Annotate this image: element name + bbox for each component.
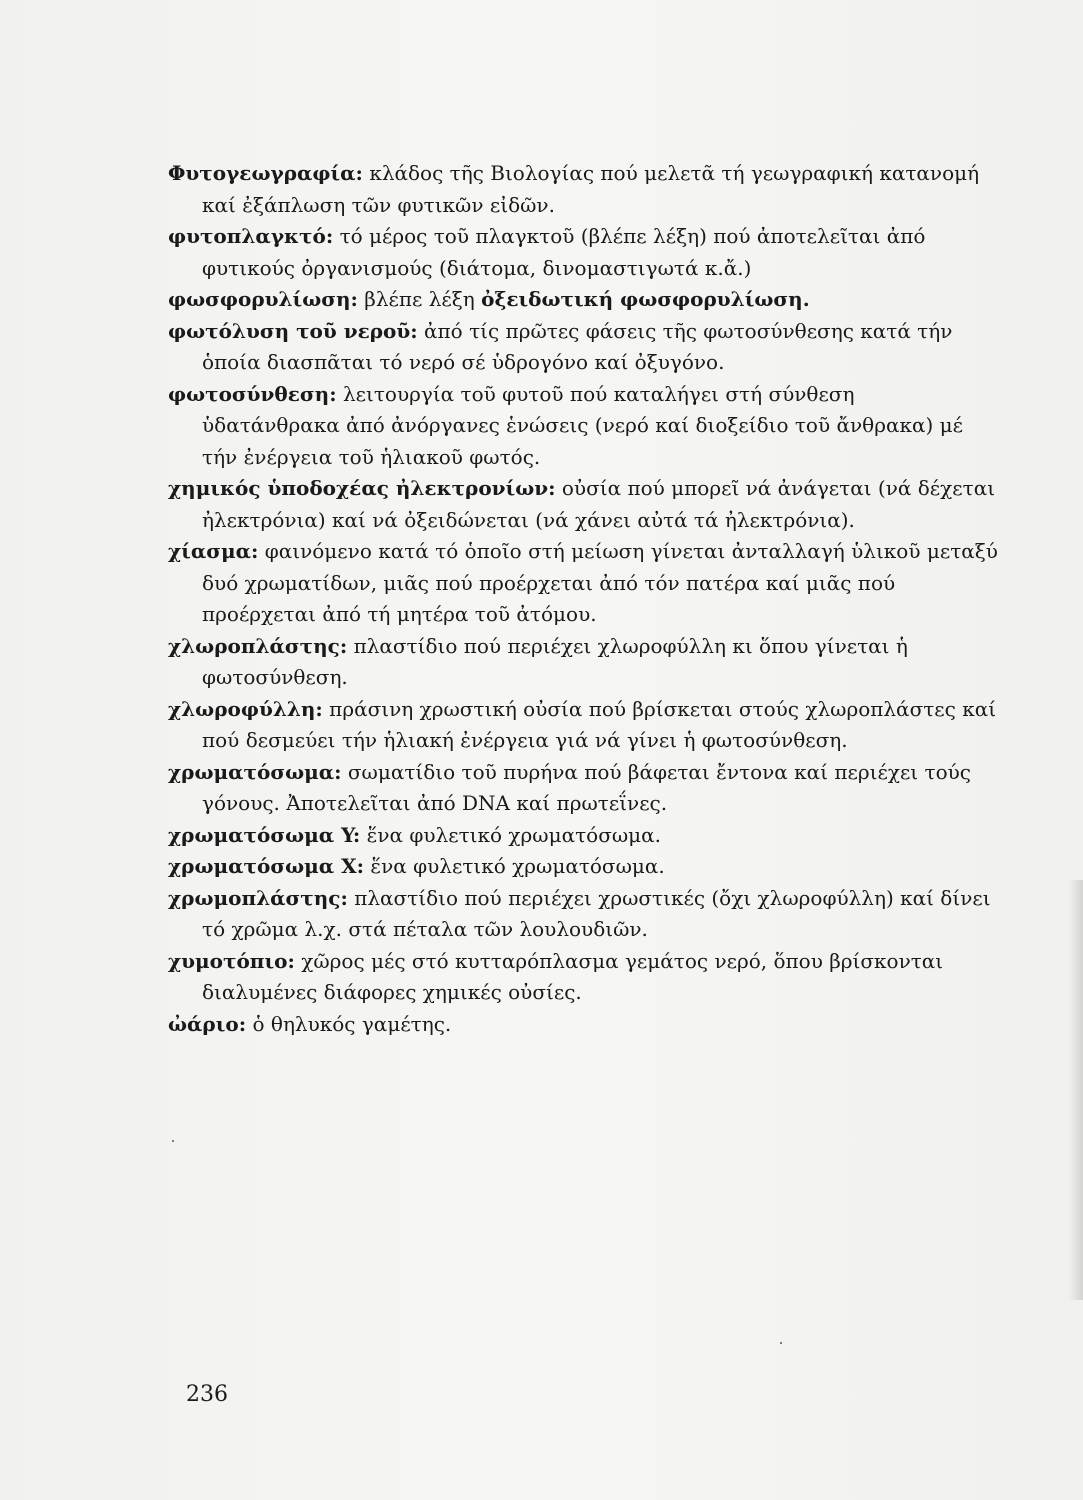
glossary-term: χλωροπλάστης: xyxy=(168,633,348,658)
glossary-term: Φυτογεωγραφία: xyxy=(168,161,363,185)
glossary-entry xyxy=(168,757,998,820)
glossary-entry xyxy=(168,284,998,316)
glossary-definition: ὁ θηλυκός γαμέτης. xyxy=(252,1011,452,1036)
glossary-term: χρωματόσωμα X: xyxy=(168,854,365,878)
glossary-cross-reference: ὀξειδωτική φωσφορυλίωση. xyxy=(481,287,810,311)
glossary-entry xyxy=(168,1009,998,1041)
glossary-term: ὠάριο: xyxy=(168,1011,247,1036)
glossary-term: χυμοτόπιο: xyxy=(168,948,295,973)
glossary-definition: ἀπό τίς πρῶτες φάσεις τῆς φωτοσύνθεσης κατά τήν ὁποία διασπᾶται τό νερό σέ ὑδρογόνο καί ὀξυγόνο. xyxy=(202,318,953,374)
page-edge-shadow xyxy=(1069,880,1083,1300)
glossary-entry xyxy=(168,851,998,883)
glossary-definition: οὐσία πού μπορεῖ νά ἀνάγεται (νά δέχεται ἠλεκτρόνια) καί νά ὀξειδώνεται (νά χάνει αὐτά τά ἠλεκτρόνια). xyxy=(202,476,996,532)
glossary-definition: ἕνα φυλετικό χρωματόσωμα. xyxy=(370,854,665,878)
glossary-term: φωτοσύνθεση: xyxy=(168,381,337,406)
glossary-term: φωσφορυλίωση: xyxy=(168,287,358,311)
glossary-term: χρωμοπλάστης: xyxy=(168,885,348,910)
glossary-definition: τό μέρος τοῦ πλαγκτοῦ (βλέπε λέξη) πού ἀποτελεῖται ἀπό φυτικούς ὀργανισμούς (διάτομα, δινομαστιγωτά κ.ἄ.) xyxy=(202,224,926,280)
glossary-definition: κλάδος τῆς Βιολογίας πού μελετᾶ τή γεωγραφική κατανομή καί ἐξάπλωση τῶν φυτικῶν εἰδῶν. xyxy=(202,161,980,217)
glossary-term: χημικός ὑποδοχέας ἠλεκτρονίων: xyxy=(168,476,556,500)
glossary-term: χίασμα: xyxy=(168,539,259,563)
glossary-definition: ἕνα φυλετικό χρωματόσωμα. xyxy=(366,822,662,847)
glossary-term: χρωματόσωμα Y: xyxy=(168,822,361,847)
glossary-entry xyxy=(168,631,998,694)
glossary-term: φωτόλυση τοῦ νεροῦ: xyxy=(168,318,418,343)
glossary-entry xyxy=(168,473,998,536)
page-number: 236 xyxy=(186,1382,228,1407)
glossary-entry xyxy=(168,946,998,1009)
glossary-term: χλωροφύλλη: xyxy=(168,696,323,721)
scan-speck xyxy=(172,1140,174,1142)
glossary-entry xyxy=(168,379,998,474)
glossary-entry xyxy=(168,883,998,946)
glossary-definition: πλαστίδιο πού περιέχει χρωστικές (ὄχι χλωροφύλλη) καί δίνει τό χρῶμα λ.χ. στά πέταλα τῶν λουλουδιῶν. xyxy=(202,885,991,941)
glossary-list xyxy=(168,158,998,1040)
glossary-entry xyxy=(168,536,998,631)
glossary-entry xyxy=(168,694,998,757)
glossary-entry xyxy=(168,221,998,284)
glossary-definition: χῶρος μές στό κυτταρόπλασμα γεμάτος νερό, ὅπου βρίσκονται διαλυμένες διάφορες χημικές οὐσίες. xyxy=(202,948,944,1004)
glossary-definition: βλέπε λέξη xyxy=(364,287,482,311)
glossary-definition: πράσινη χρωστική οὐσία πού βρίσκεται στούς χλωροπλάστες καί πού δεσμεύει τήν ἡλιακή ἐνέργεια γιά νά γίνει ἡ φωτοσύνθεση. xyxy=(202,696,997,752)
glossary-definition: σωματίδιο τοῦ πυρήνα πού βάφεται ἔντονα καί περιέχει τούς γόνους. Ἀποτελεῖται ἀπό DNA καί πρωτεΐνες. xyxy=(202,759,971,815)
glossary-entry xyxy=(168,316,998,379)
glossary-definition: λειτουργία τοῦ φυτοῦ πού καταλήγει στή σύνθεση ὑδατάνθρακα ἀπό ἀνόργανες ἑνώσεις (νερό καί διοξείδιο τοῦ ἄνθρακα) μέ τήν ἐνέργεια τοῦ ἡλιακοῦ φωτός. xyxy=(202,381,963,469)
glossary-entry xyxy=(168,158,998,221)
glossary-definition: φαινόμενο κατά τό ὁποῖο στή μείωση γίνεται ἀνταλλαγή ὑλικοῦ μεταξύ δυό χρωματίδων, μιᾶς πού προέρχεται ἀπό τόν πατέρα καί μιᾶς πού προέρχεται ἀπό τή μητέρα τοῦ ἀτόμου. xyxy=(202,539,998,626)
scan-speck xyxy=(780,1342,782,1344)
glossary-definition: πλαστίδιο πού περιέχει χλωροφύλλη κι ὅπου γίνεται ἡ φωτοσύνθεση. xyxy=(202,633,908,689)
glossary-entry xyxy=(168,820,998,852)
glossary-term: φυτοπλαγκτό: xyxy=(168,224,334,248)
glossary-term: χρωματόσωμα: xyxy=(168,759,342,784)
